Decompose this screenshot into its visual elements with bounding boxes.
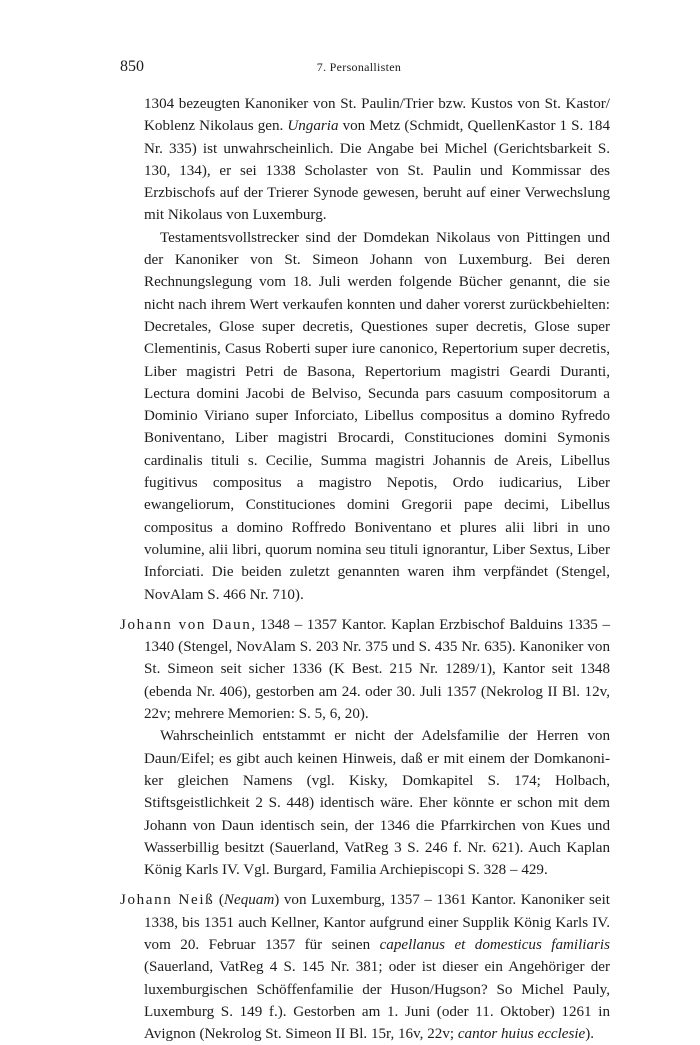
entry-johann-von-daun bbox=[120, 614, 610, 725]
entry-johann-von-daun-paragraph-2: Wahrscheinlich entstammt er nicht der Adelsfamilie der Herren von Daun/Eifel; es gibt auch keinen Hinweis, daß er mit einem der Domkanoniker gleichen Namens (vgl. Kisky, Domkapitel S. 174; Holbach, Stiftsgeistlichkeit 2 S. 448) identisch wäre. Eher könnte er schon mit dem Johann von Daun identisch sein, der 1346 die Pfarrkirchen von Kues und Wasserbillig besitzt (Sauerland, VatReg 3 S. 246 f. Nr. 621). Auch Kaplan König Karls IV. Vgl. Burgard, Familia Archiepiscopi S. 328 – 429. bbox=[144, 728, 610, 879]
entry-text-3: ). bbox=[585, 1026, 595, 1043]
entry-alias-open: ( bbox=[214, 892, 224, 909]
entry-text: , 1348 – 1357 Kantor. Kaplan Erzbischof Balduins 1335 – 1340 (Stengel, NovAlam S. 203 Nr. 375 und S. 435 Nr. 635). Kanoniker von St. Simeon seit sicher 1336 (K Best. 215 Nr. 1289/1), Kantor seit 1348 (ebenda Nr. 406), gestorben am 24. oder 30. Juli 1357 (Nekrolog II Bl. 12v, 22v; mehrere Memorien: S. 5, 6, 20). bbox=[144, 616, 610, 723]
intro-paragraph-continued bbox=[120, 93, 610, 227]
entry-name: Johann Neiß bbox=[120, 892, 215, 909]
entry-johann-neiss bbox=[120, 889, 610, 1045]
entry-text-2: (Sauerland, VatReg 4 S. 145 Nr. 381; oder ist dieser ein Angehöriger der luxemburgischen Schöffenfamilie der Huson/Hugson? So Michel Pauly, Luxemburg S. 149 f.). Gestorben am 1. Juni (oder 11. Oktober) 1261 in Avignon (Nekrolog St. Simeon II Bl. 15r, 16v, 22v; bbox=[144, 959, 610, 1043]
running-head: 7. Personallisten bbox=[316, 60, 402, 74]
entry-name: Johann von Daun bbox=[120, 616, 252, 633]
entry-text-1: ) von Luxemburg, 1357 – 1361 Kantor. Kanoniker seit 1338, bis 1351 auch Kellner, Kantor aufgrund einer Supplik König Karls IV. vom 20. Februar 1357 für seinen bbox=[144, 892, 610, 953]
intro-text-c: von Metz (Schmidt, QuellenKastor 1 S. 184 Nr. 335) ist unwahrscheinlich. Die Angabe bei Michel (Gerichtsbarkeit S. 130, 134), er sei 1338 Scholaster von St. Paulin und Kommissar des Erzbischofs auf der Trierer Synode gewesen, beruht auf einer Verwechslung mit Nikolaus von Luxemburg. bbox=[144, 118, 610, 224]
intro-text-a: 1304 bezeugten Kanoniker von St. Paulin/Trier bzw. Kustos von St. Kastor/ Koblenz Nikolaus gen. bbox=[144, 96, 610, 135]
page-header bbox=[120, 58, 598, 80]
page-number: 850 bbox=[120, 58, 144, 75]
entry-italic-capellanus: capellanus et domesticus familiaris bbox=[379, 936, 610, 953]
testament-paragraph: Testamentsvollstrecker sind der Domdekan Nikolaus von Pittingen und der Kanoniker von St. Simeon Johann von Luxemburg. Bei deren Rechnungslegung vom 18. Juli werden folgende Bücher genannt, die sie nicht nach ihrem Wert verkaufen konnten und daher vorerst zurückbehielten: Decretales, Glose super decretis, Questiones super decretis, Glose super Clementinis, Casus Roberti super iure canonico, Repertorium super decretis, Liber magistri Petri de Basona, Repertorium magistri Geardi Duranti, Lectura domini Jacobi de Belviso, Secunda pars casuum compositorum a Dominio Viriano super Inforciato, Libellus compositus a domino Ryfredo Boniventano, Liber magistri Brocardi, Constituciones domini Symonis cardinalis tituli s. Cecilie, Summa magistri Johannis de Areis, Libellus fugitivus compositus a magistro Nepotis, Ordo iudicarius, Liber ewangeliorum, Constituciones domini Gregorii pape decimi, Libellus compositus a domino Roffredo Boniventano et plures alii libri in uno volumine, alii libri, quorum nomina seu tituli ignorantur, Liber Sextus, Liber Inforciati. Die beiden zuletzt genannten waren ihm verpfändet (Stengel, NovAlam S. 466 Nr. 710). bbox=[144, 229, 610, 603]
page-body bbox=[120, 93, 610, 1045]
entry-alias: Nequam bbox=[223, 892, 275, 909]
entry-italic-cantor: cantor huius ecclesie bbox=[457, 1026, 586, 1043]
intro-italic-ungaria: Ungaria bbox=[287, 118, 339, 135]
